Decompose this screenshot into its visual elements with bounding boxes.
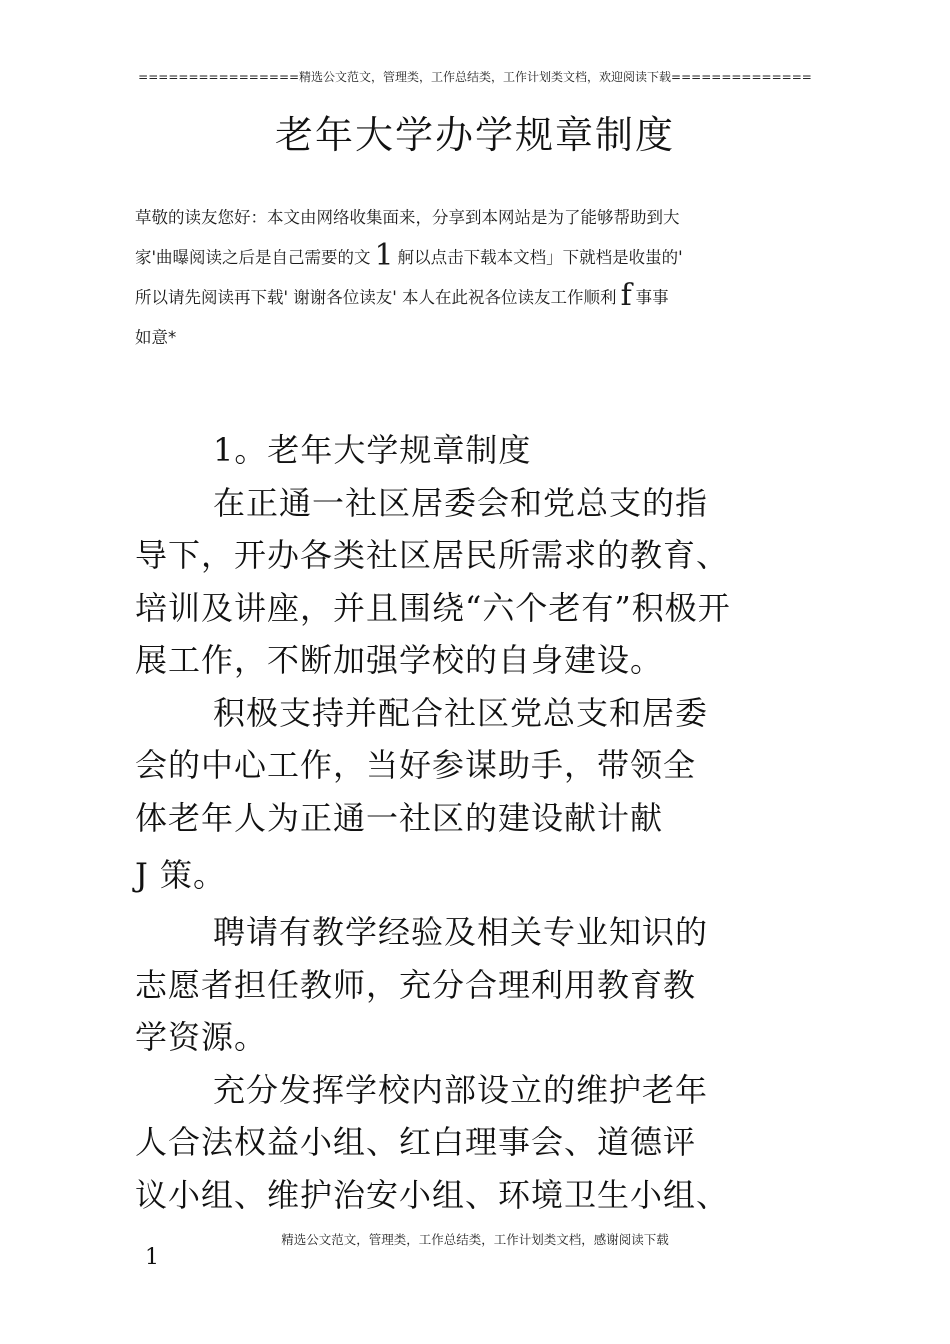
paragraph-line: 议小组、维护治安小组、环境卫生小组、 [135, 1175, 730, 1214]
paragraph-line: 人合法权益小组、红白理事会、道德评 [135, 1123, 697, 1161]
notice-line [135, 238, 825, 278]
paragraph-line: 学资源。 [135, 1018, 268, 1056]
notice-glyph: 1 [374, 238, 394, 273]
footer-banner: 精选公文范文，管理类，工作总结类，工作计划类文档，感谢阅读下载 [281, 1232, 669, 1247]
paragraph-line: 聘请有教学经验及相关专业知识的 [213, 913, 709, 951]
notice-line: 如意* [135, 328, 177, 347]
paragraph-line: J 策。 [135, 856, 227, 894]
paragraph-line: 积极支持并配合社区党总支和居委 [213, 693, 709, 732]
notice-text: 所以请先阅读再下载' 谢谢各位读友' 本人在此祝各位读友工作顺利 [135, 288, 617, 307]
notice-text: 舸以点击下载本文档」下就档是收蚩的' [397, 248, 683, 267]
paragraph-line: 展工作，不断加强学校的自身建设。 [135, 641, 664, 679]
paragraph-line: 导下，开办各类社区居民所需求的教育、 [135, 536, 730, 574]
header-banner: ================精选公文范文，管理类，工作总结类，工作计划类文档，欢迎阅读下载============== [138, 70, 812, 84]
paragraph-line: 会的中心工作，当好参谋助手，带领全 [135, 746, 697, 784]
document-title: 老年大学办学规章制度 [274, 113, 675, 157]
notice-line [135, 278, 825, 318]
paragraph-line: 在正通一社区居委会和党总支的指 [213, 483, 709, 522]
paragraph-line: 志愿者担任教师，充分合理利用教育教 [135, 965, 697, 1004]
notice-glyph: f [620, 278, 632, 313]
paragraph-line: 体老年人为正通一社区的建设献计献 [135, 798, 664, 837]
notice-line: 草敬的读友您好：本文由网络收集面来，分享到本网站是为了能够帮助到大 [135, 208, 680, 227]
section-heading: 1。老年大学规章制度 [213, 431, 532, 469]
notice-text: 家'曲曝阅读之后是自己需要的文 [135, 248, 371, 267]
reader-notice [135, 198, 825, 358]
paragraph-line: 培训及讲座，并且围绕“六个老有”积极开 [135, 588, 731, 627]
paragraph-line: 充分发挥学校内部设立的维护老年 [213, 1070, 709, 1109]
notice-text: 事事 [635, 288, 669, 307]
body-text [135, 424, 835, 1221]
page-number: 1 [145, 1245, 159, 1270]
